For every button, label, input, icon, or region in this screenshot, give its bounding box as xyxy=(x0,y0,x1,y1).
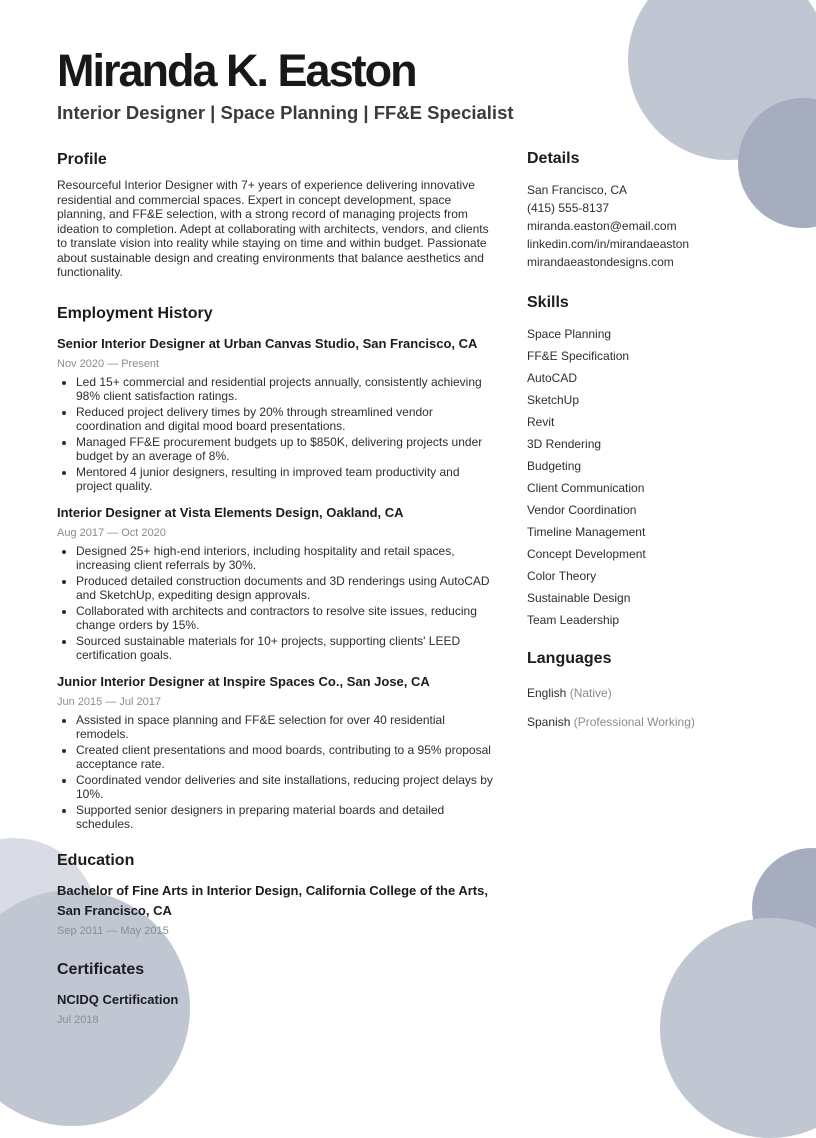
job-bullet: • Produced detailed construction documents and 3D renderings using AutoCAD and SketchUp, expediting design approvals. xyxy=(76,574,494,602)
education-heading: Education xyxy=(57,851,135,869)
language-level: (Native) xyxy=(569,686,612,700)
job-dates: Jun 2015 — Jul 2017 xyxy=(57,695,161,708)
job-bullets xyxy=(57,544,494,662)
job-bullets xyxy=(57,713,494,831)
certificate-date: Jul 2018 xyxy=(57,1013,99,1026)
certificates-section xyxy=(57,960,494,1027)
employment-heading: Employment History xyxy=(57,304,213,322)
language-item xyxy=(527,679,767,708)
job-entry xyxy=(57,334,494,493)
sidebar-column xyxy=(527,149,767,737)
job-bullet: • Managed FF&E procurement budgets up to $850K, delivering projects under budget by an average of 8%. xyxy=(76,435,494,463)
languages-section xyxy=(527,649,767,737)
skill-item: AutoCAD xyxy=(527,371,578,385)
details-section xyxy=(527,149,767,271)
job-bullet: • Reduced project delivery times by 20% through streamlined vendor coordination and digital mood board presentations. xyxy=(76,405,494,433)
job-entry xyxy=(57,503,494,662)
skill-item: 3D Rendering xyxy=(527,437,602,451)
certificate-name: NCIDQ Certification xyxy=(57,991,179,1007)
certificates-heading: Certificates xyxy=(57,960,145,978)
candidate-headline: Interior Designer | Space Planning | FF&E Specialist xyxy=(57,102,514,123)
job-dates: Aug 2017 — Oct 2020 xyxy=(57,526,166,539)
language-item xyxy=(527,708,767,737)
profile-section xyxy=(57,150,494,280)
details-heading: Details xyxy=(527,150,580,167)
detail-phone: (415) 555-8137 xyxy=(527,201,610,215)
skill-item: Revit xyxy=(527,415,555,429)
skill-item: Vendor Coordination xyxy=(527,503,637,517)
skills-list xyxy=(527,323,767,631)
job-bullet: • Assisted in space planning and FF&E selection for over 40 residential remodels. xyxy=(76,713,494,741)
language-name: Spanish xyxy=(527,715,571,729)
job-bullet: • Designed 25+ high-end interiors, including hospitality and retail spaces, increasing client referrals by 30%. xyxy=(76,544,494,572)
skills-section xyxy=(527,293,767,631)
skill-item: Timeline Management xyxy=(527,525,646,539)
job-bullet: • Coordinated vendor deliveries and site installations, reducing project delays by 10%. xyxy=(76,773,494,801)
profile-text: Resourceful Interior Designer with 7+ years of experience delivering innovative residential and commercial spaces. Expert in concept development, space planning, and FF&E selection, with a strong record of managing projects from ideation to completion. Adept at collaborating with architects, vendors, and clients to translate vision into reality while staying on time and within budget. Passionate about sustainable design and creating environments that balance aesthetics and functionality. xyxy=(57,178,489,279)
job-bullet: • Supported senior designers in preparing material boards and detailed schedules. xyxy=(76,803,494,831)
job-bullet: • Created client presentations and mood boards, contributing to a 95% proposal acceptance rate. xyxy=(76,743,494,771)
job-title: Junior Interior Designer at Inspire Spaces Co., San Jose, CA xyxy=(57,673,430,689)
skill-item: Color Theory xyxy=(527,569,597,583)
job-entry xyxy=(57,672,494,831)
employment-section xyxy=(57,304,494,831)
detail-website[interactable]: mirandaeastondesigns.com xyxy=(527,255,674,269)
skill-item: SketchUp xyxy=(527,393,580,407)
skill-item: Space Planning xyxy=(527,327,612,341)
skill-item: Budgeting xyxy=(527,459,582,473)
detail-linkedin[interactable]: linkedin.com/in/mirandaeaston xyxy=(527,237,690,251)
skill-item: Client Communication xyxy=(527,481,645,495)
language-name: English xyxy=(527,686,567,700)
profile-heading: Profile xyxy=(57,151,107,168)
skill-item: Sustainable Design xyxy=(527,591,631,605)
job-bullets xyxy=(57,375,494,493)
details-list xyxy=(527,181,767,271)
job-bullet: • Mentored 4 junior designers, resulting in improved team productivity and project quality. xyxy=(76,465,494,493)
job-title: Senior Interior Designer at Urban Canvas Studio, San Francisco, CA xyxy=(57,335,478,351)
detail-email[interactable]: miranda.easton@email.com xyxy=(527,219,677,233)
job-bullet: • Collaborated with architects and contractors to resolve site issues, reducing change orders by 15%. xyxy=(76,604,494,632)
education-dates: Sep 2011 — May 2015 xyxy=(57,924,169,937)
job-bullet: • Led 15+ commercial and residential projects annually, consistently achieving 98% client satisfaction ratings. xyxy=(76,375,494,403)
job-title: Interior Designer at Vista Elements Design, Oakland, CA xyxy=(57,504,404,520)
candidate-name: Miranda K. Easton xyxy=(57,45,416,96)
languages-list xyxy=(527,679,767,737)
detail-location: San Francisco, CA xyxy=(527,183,628,197)
skills-heading: Skills xyxy=(527,294,569,311)
main-column xyxy=(57,150,494,1027)
education-section xyxy=(57,851,494,938)
degree-title: Bachelor of Fine Arts in Interior Design, California College of the Arts, San Francisco, CA xyxy=(57,882,488,918)
language-level: (Professional Working) xyxy=(573,715,695,729)
skill-item: FF&E Specification xyxy=(527,349,630,363)
job-bullet: • Sourced sustainable materials for 10+ projects, supporting clients' LEED certification goals. xyxy=(76,634,494,662)
job-dates: Nov 2020 — Present xyxy=(57,357,160,370)
languages-heading: Languages xyxy=(527,650,612,667)
skill-item: Concept Development xyxy=(527,547,646,561)
skill-item: Team Leadership xyxy=(527,613,620,627)
